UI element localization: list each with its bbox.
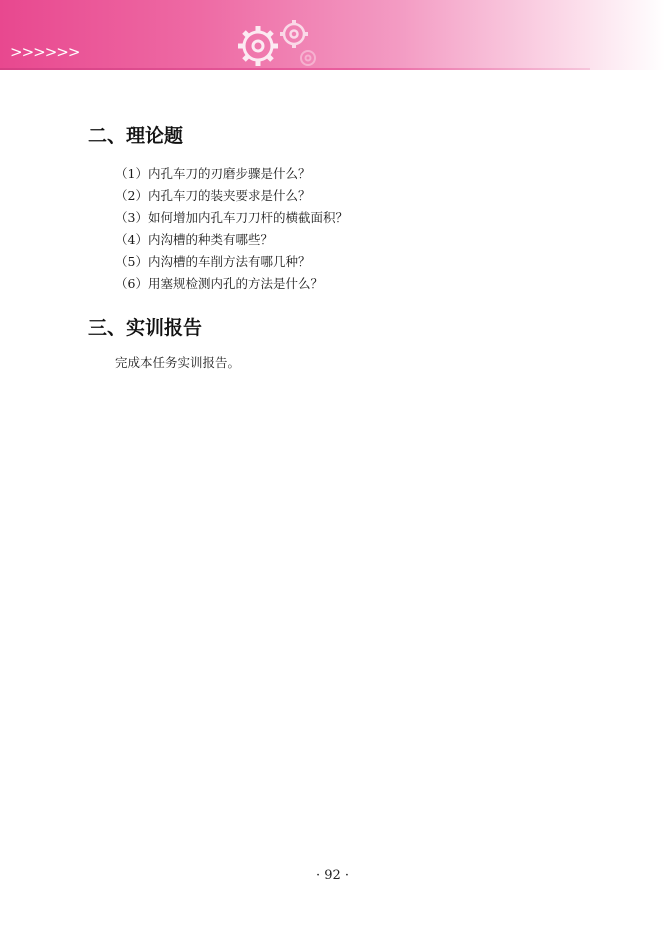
- question-item: （3）如何增加内孔车刀刀杆的横截面积？: [115, 210, 348, 225]
- section-title-report: 三、实训报告: [88, 317, 203, 339]
- question-item: （5）内沟槽的车削方法有哪几种？: [115, 254, 311, 269]
- report-instruction: 完成本任务实训报告。: [115, 355, 241, 370]
- question-item: （2）内孔车刀的装夹要求是什么？: [115, 188, 311, 203]
- page-number: · 92 ·: [315, 868, 350, 883]
- question-item: （4）内沟槽的种类有哪些？: [115, 232, 273, 247]
- chevrons-decoration: >>>>>>: [10, 43, 80, 61]
- gears-icon: [228, 12, 328, 72]
- question-list: [115, 163, 348, 295]
- question-item: （1）内孔车刀的刃磨步骤是什么？: [115, 166, 311, 181]
- section-title-theory: 二、理论题: [88, 125, 184, 147]
- question-item: （6）用塞规检测内孔的方法是什么？: [115, 276, 323, 291]
- header-band: [0, 0, 665, 70]
